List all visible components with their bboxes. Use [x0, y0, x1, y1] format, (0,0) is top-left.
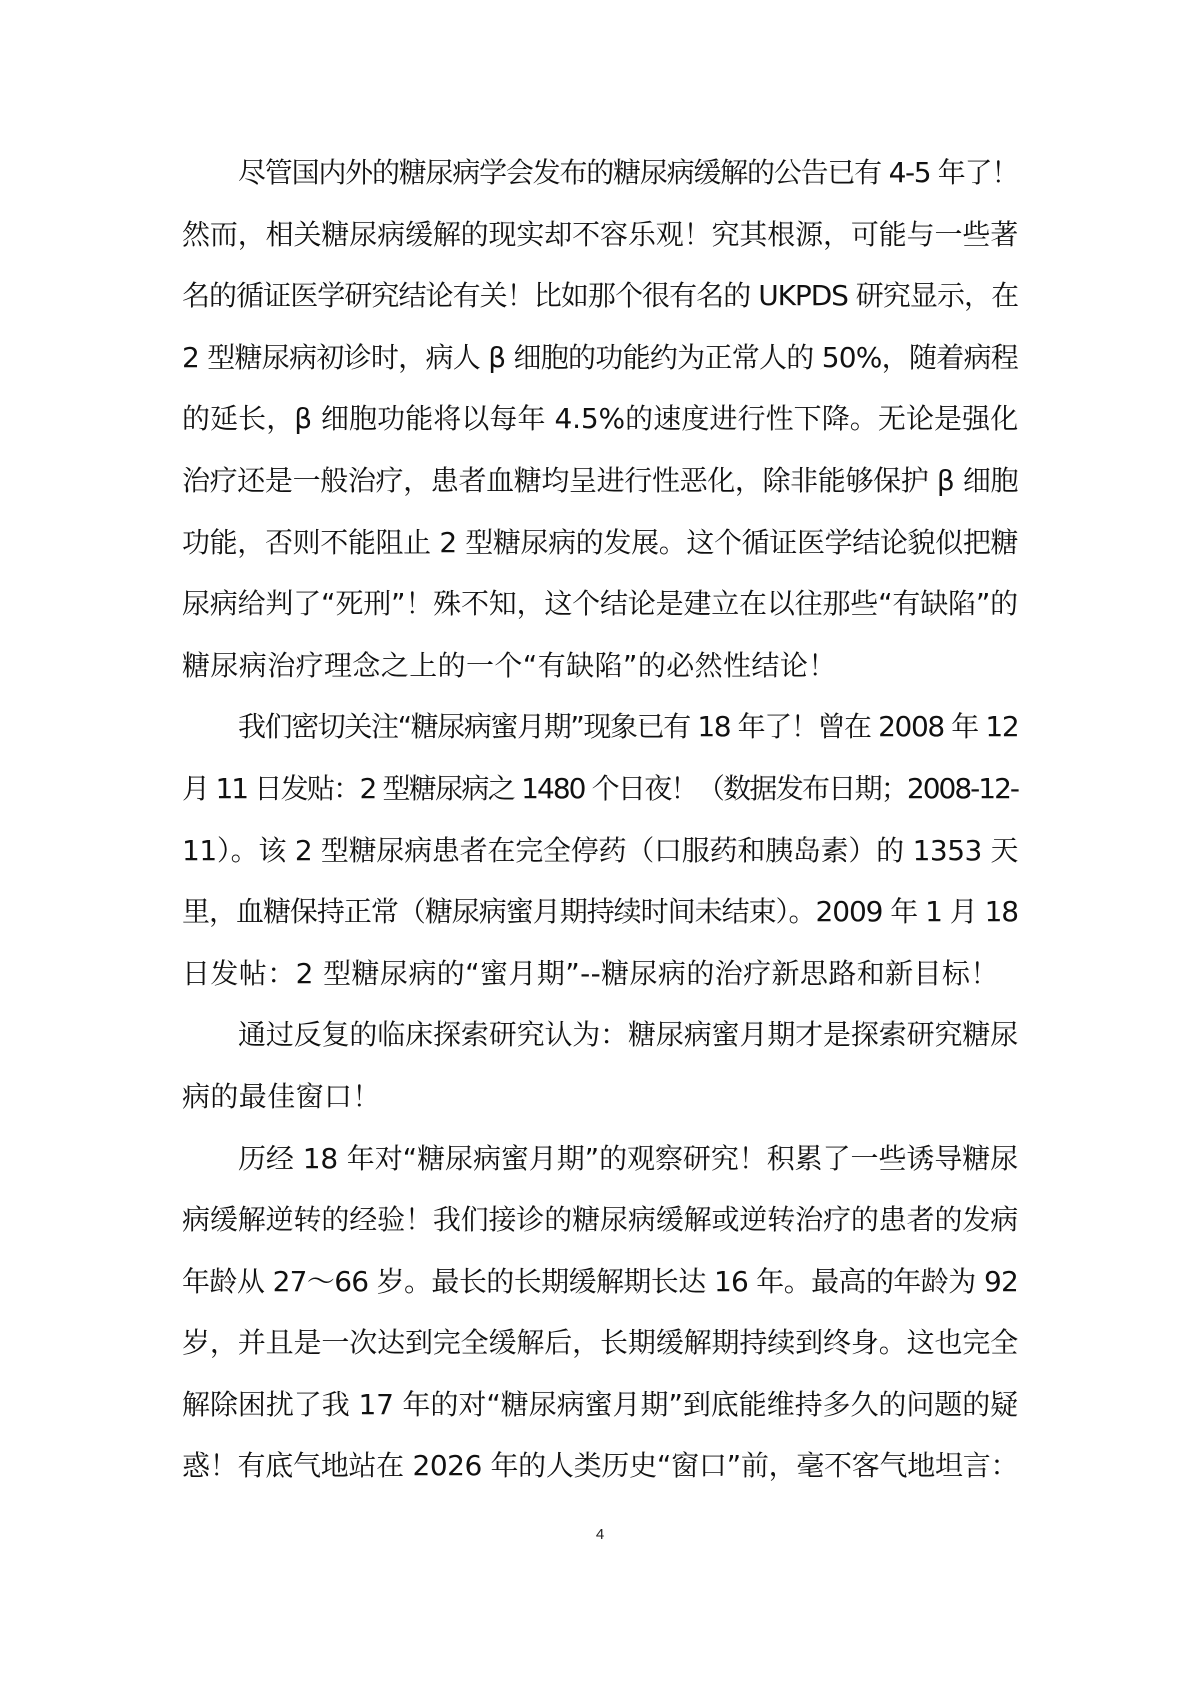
text-line: 尽管国内外的糖尿病学会发布的糖尿病缓解的公告已有 4-5 年了！	[238, 156, 1018, 189]
paragraph-1	[182, 142, 1018, 696]
text-line: 年龄从 27～66 岁。最长的长期缓解期长达 16 年。最高的年龄为 92	[182, 1264, 1018, 1298]
text-line: 惑！有底气地站在 2026 年的人类历史“窗口”前，毫不客气地坦言：	[182, 1449, 1018, 1483]
body-text	[182, 142, 1018, 1497]
paragraph-3	[182, 1004, 1018, 1127]
text-line: 历经 18 年对“糖尿病蜜月期”的观察研究！积累了一些诱导糖尿	[238, 1141, 1018, 1175]
text-line: 11）。该 2 型糖尿病患者在完全停药（口服药和胰岛素）的 1353 天	[182, 833, 1018, 867]
text-line: 月 11 日发贴：2 型糖尿病之 1480 个日夜！（数据发布日期；2008-12-	[182, 771, 1018, 805]
text-line: 的延长，β 细胞功能将以每年 4.5%的速度进行性下降。无论是强化	[182, 402, 1018, 436]
text-line: 通过反复的临床探索研究认为：糖尿病蜜月期才是探索研究糖尿	[238, 1018, 1018, 1052]
text-line: 里，血糖保持正常（糖尿病蜜月期持续时间未结束）。2009 年 1 月 18	[182, 895, 1018, 929]
text-line: 岁，并且是一次达到完全缓解后，长期缓解期持续到终身。这也完全	[182, 1326, 1018, 1360]
text-line: 名的循证医学研究结论有关！比如那个很有名的 UKPDS 研究显示，在	[182, 279, 1018, 313]
paragraph-4	[182, 1128, 1018, 1498]
paragraph-2	[182, 696, 1018, 1004]
text-line: 病缓解逆转的经验！我们接诊的糖尿病缓解或逆转治疗的患者的发病	[182, 1203, 1018, 1237]
text-line: 解除困扰了我 17 年的对“糖尿病蜜月期”到底能维持多久的问题的疑	[182, 1387, 1018, 1421]
text-line: 尿病给判了“死刑”！殊不知，这个结论是建立在以往那些“有缺陷”的	[182, 587, 1018, 621]
text-line: 治疗还是一般治疗，患者血糖均呈进行性恶化，除非能够保护 β 细胞	[182, 463, 1018, 497]
text-line: 然而，相关糖尿病缓解的现实却不容乐观！究其根源，可能与一些著	[182, 217, 1018, 251]
text-line: 2 型糖尿病初诊时，病人 β 细胞的功能约为正常人的 50%，随着病程	[182, 340, 1018, 374]
text-line: 我们密切关注“糖尿病蜜月期”现象已有 18 年了！曾在 2008 年 12	[238, 710, 1019, 744]
text-line: 糖尿病治疗理念之上的一个“有缺陷”的必然性结论！	[182, 648, 837, 682]
page-number: 4	[595, 1526, 605, 1543]
text-line: 病的最佳窗口！	[182, 1079, 381, 1113]
text-line: 日发帖：2 型糖尿病的“蜜月期”--糖尿病的治疗新思路和新目标！	[182, 956, 999, 990]
text-line: 功能，否则不能阻止 2 型糖尿病的发展。这个循证医学结论貌似把糖	[182, 525, 1018, 559]
